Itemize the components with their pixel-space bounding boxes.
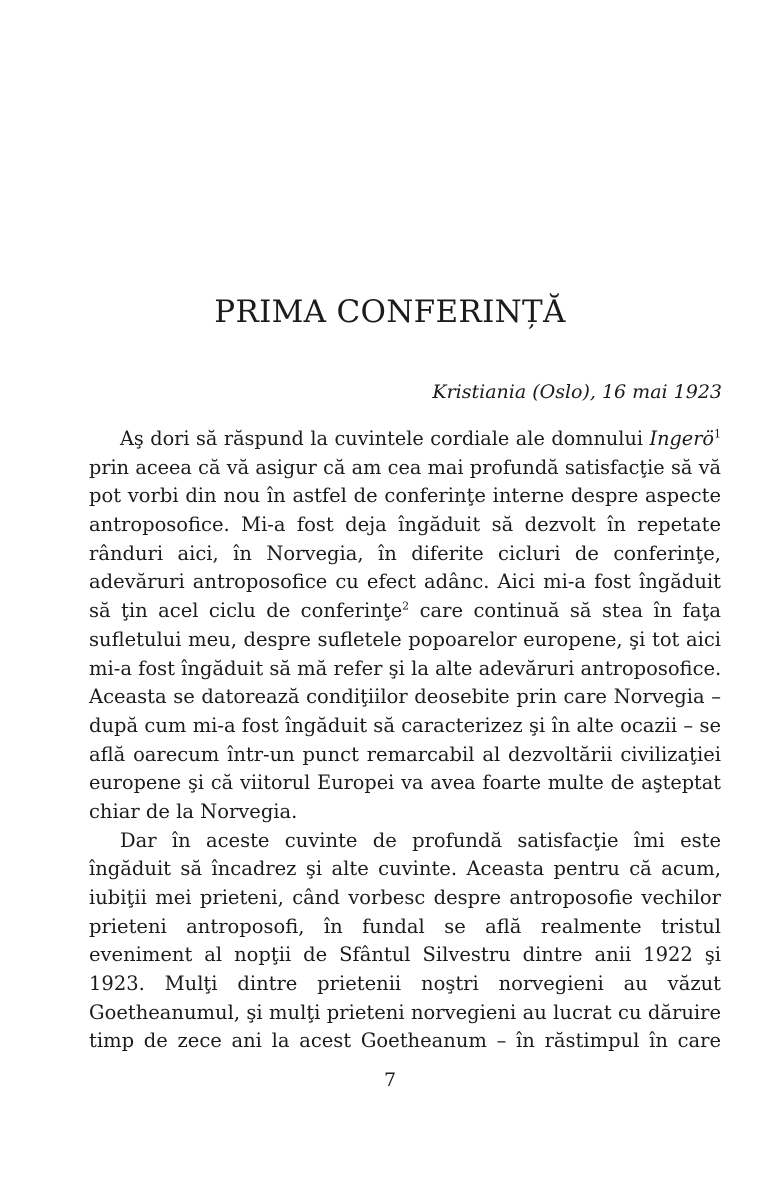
text-line: îngăduit să încadrez şi alte cuvinte. Aceasta pentru că acum,: [89, 857, 721, 881]
text-line: antroposofice. Mi-a fost deja îngăduit să dezvolt în repetate: [89, 513, 721, 537]
paragraph: [89, 827, 721, 1057]
text-line: adevăruri antroposofice cu efect adânc. Aici mi-a fost îngăduit: [89, 570, 721, 594]
text-line: europene şi că viitorul Europei va avea foarte multe de aşteptat: [89, 771, 721, 795]
text-line: Aceasta se datorează condiţiilor deosebite prin care Norvegia –: [89, 685, 721, 709]
body-text: [89, 425, 721, 1056]
text-line: timp de zece ani la acest Goetheanum – în răstimpul în care: [89, 1029, 721, 1053]
page-number: 7: [383, 1069, 397, 1091]
footnote-ref: 2: [402, 599, 410, 613]
text-line: Goetheanumul, şi mulţi prieteni norvegieni au lucrat cu dăruire: [89, 1000, 721, 1024]
text-line: mi-a fost îngăduit să mă refer şi la alte adevăruri antroposofice.: [89, 656, 722, 680]
paragraph: [89, 425, 721, 827]
text-line: Dar în aceste cuvinte de profundă satisfacţie îmi este: [120, 828, 721, 852]
dateline: Kristiania (Oslo), 16 mai 1923: [432, 381, 722, 403]
text-line: să ţin acel ciclu de conferinţe$^2$ care continuă să stea în faţa: [89, 599, 721, 623]
text-line: iubiţii mei prieteni, când vorbesc despre antroposofie vechilor: [89, 886, 721, 909]
footnote-ref: 1: [714, 427, 721, 441]
text-line: pot vorbi din nou în astfel de conferinţe interne despre aspecte: [89, 484, 721, 508]
text-line: după cum mi-a fost îngăduit să caracterizez şi în alte ocazii – se: [89, 713, 721, 737]
text-line: Aş dori să răspund la cuvintele cordiale ale domnului Ingerö$^1$: [120, 427, 721, 450]
chapter-title: PRIMA CONFERINȚĂ: [214, 294, 566, 330]
text-line: 1923. Mulţi dintre prietenii noştri norvegieni au văzut: [89, 972, 721, 996]
text-line: prin aceea că vă asigur că am cea mai profundă satisfacţie să vă: [89, 455, 721, 479]
person-name: Ingerö: [649, 427, 714, 450]
text-line: eveniment al nopţii de Sfântul Silvestru dintre anii 1922 şi: [89, 943, 721, 967]
text-line: prieteni antroposofi, în fundal se află realmente tristul: [89, 914, 721, 938]
text-line: chiar de la Norvegia.: [89, 799, 298, 823]
text-line: rânduri aici, în Norvegia, în diferite cicluri de conferinţe,: [89, 541, 721, 565]
text-line: află oarecum într-un punct remarcabil al dezvoltării civilizaţiei: [89, 742, 721, 766]
text-line: sufletului meu, despre sufletele popoarelor europene, şi tot aici: [89, 627, 721, 651]
